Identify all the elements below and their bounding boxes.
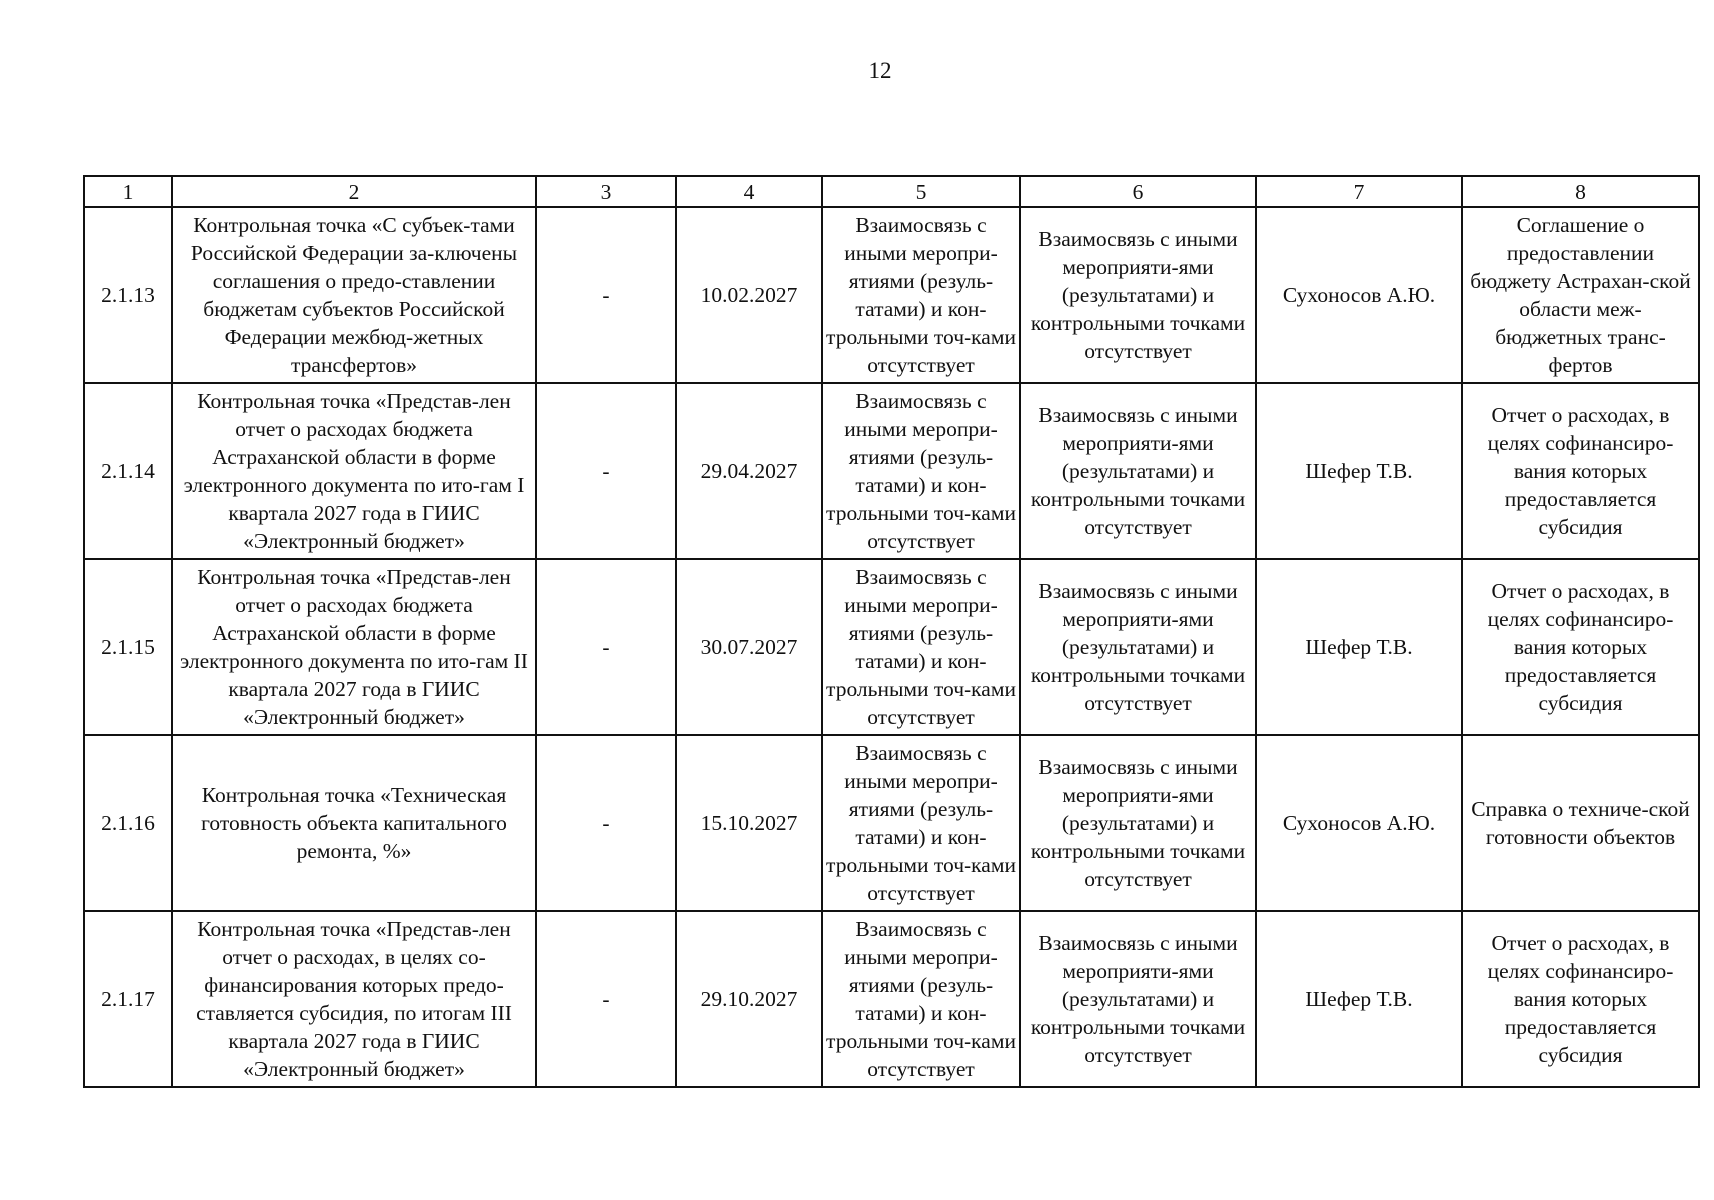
date-cell: 29.04.2027 [676, 383, 822, 559]
responsible-cell: Шефер Т.В. [1256, 559, 1462, 735]
relation-cell: Взаимосвязь с иными меропри-ятиями (резуль-татами) и кон-трольными точ-ками отсутствует [822, 735, 1020, 911]
responsible-cell: Шефер Т.В. [1256, 911, 1462, 1087]
relation-cell: Взаимосвязь с иными меропри-ятиями (резуль-татами) и кон-трольными точ-ками отсутствует [822, 559, 1020, 735]
column-3-cell: - [536, 735, 676, 911]
control-point-name-cell: Контрольная точка «Представ-лен отчет о расходах, в целях со-финансирования которых предо-ставляется субсидия, по итогам III квартала 2027 года в ГИИС «Электронный бюджет» [172, 911, 536, 1087]
table-row [84, 559, 1699, 735]
column-number: 8 [1462, 176, 1699, 207]
table-row [84, 911, 1699, 1087]
control-point-name-cell: Контрольная точка «С субъек-тами Российской Федерации за-ключены соглашения о предо-ставлении бюджетам субъектов Российской Федерации межбюд-жетных трансфертов» [172, 207, 536, 383]
relation-results-cell: Взаимосвязь с иными мероприяти-ями (результатами) и контрольными точками отсутствует [1020, 207, 1256, 383]
relation-cell: Взаимосвязь с иными меропри-ятиями (резуль-татами) и кон-трольными точ-ками отсутствует [822, 383, 1020, 559]
column-3-cell: - [536, 559, 676, 735]
row-code-cell: 2.1.13 [84, 207, 172, 383]
date-cell: 30.07.2027 [676, 559, 822, 735]
table-row [84, 207, 1699, 383]
control-points-table [83, 175, 1700, 1088]
column-number: 7 [1256, 176, 1462, 207]
date-cell: 15.10.2027 [676, 735, 822, 911]
column-number: 1 [84, 176, 172, 207]
column-number-row [84, 176, 1699, 207]
document-cell: Соглашение о предоставлении бюджету Астрахан-ской области меж-бюджетных транс-фертов [1462, 207, 1699, 383]
document-cell: Отчет о расходах, в целях софинансиро-вания которых предоставляется субсидия [1462, 911, 1699, 1087]
document-cell: Справка о техниче-ской готовности объектов [1462, 735, 1699, 911]
relation-cell: Взаимосвязь с иными меропри-ятиями (резуль-татами) и кон-трольными точ-ками отсутствует [822, 911, 1020, 1087]
relation-results-cell: Взаимосвязь с иными мероприяти-ями (результатами) и контрольными точками отсутствует [1020, 911, 1256, 1087]
column-number: 3 [536, 176, 676, 207]
responsible-cell: Шефер Т.В. [1256, 383, 1462, 559]
relation-cell: Взаимосвязь с иными меропри-ятиями (резуль-татами) и кон-трольными точ-ками отсутствует [822, 207, 1020, 383]
row-code-cell: 2.1.17 [84, 911, 172, 1087]
date-cell: 10.02.2027 [676, 207, 822, 383]
responsible-cell: Сухоносов А.Ю. [1256, 735, 1462, 911]
control-point-name-cell: Контрольная точка «Представ-лен отчет о расходах бюджета Астраханской области в форме электронного документа по ито-гам I квартала 2027 года в ГИИС «Электронный бюджет» [172, 383, 536, 559]
table-row [84, 383, 1699, 559]
relation-results-cell: Взаимосвязь с иными мероприяти-ями (результатами) и контрольными точками отсутствует [1020, 735, 1256, 911]
page-number: 12 [868, 58, 892, 83]
column-3-cell: - [536, 207, 676, 383]
relation-results-cell: Взаимосвязь с иными мероприяти-ями (результатами) и контрольными точками отсутствует [1020, 383, 1256, 559]
column-number: 6 [1020, 176, 1256, 207]
column-number: 4 [676, 176, 822, 207]
document-cell: Отчет о расходах, в целях софинансиро-вания которых предоставляется субсидия [1462, 559, 1699, 735]
row-code-cell: 2.1.14 [84, 383, 172, 559]
column-number: 2 [172, 176, 536, 207]
row-code-cell: 2.1.15 [84, 559, 172, 735]
table-row [84, 735, 1699, 911]
date-cell: 29.10.2027 [676, 911, 822, 1087]
control-point-name-cell: Контрольная точка «Представ-лен отчет о расходах бюджета Астраханской области в форме электронного документа по ито-гам II квартала 2027 года в ГИИС «Электронный бюджет» [172, 559, 536, 735]
column-3-cell: - [536, 383, 676, 559]
relation-results-cell: Взаимосвязь с иными мероприяти-ями (результатами) и контрольными точками отсутствует [1020, 559, 1256, 735]
document-cell: Отчет о расходах, в целях софинансиро-вания которых предоставляется субсидия [1462, 383, 1699, 559]
control-point-name-cell: Контрольная точка «Техническая готовность объекта капитального ремонта, %» [172, 735, 536, 911]
row-code-cell: 2.1.16 [84, 735, 172, 911]
responsible-cell: Сухоносов А.Ю. [1256, 207, 1462, 383]
column-number: 5 [822, 176, 1020, 207]
column-3-cell: - [536, 911, 676, 1087]
